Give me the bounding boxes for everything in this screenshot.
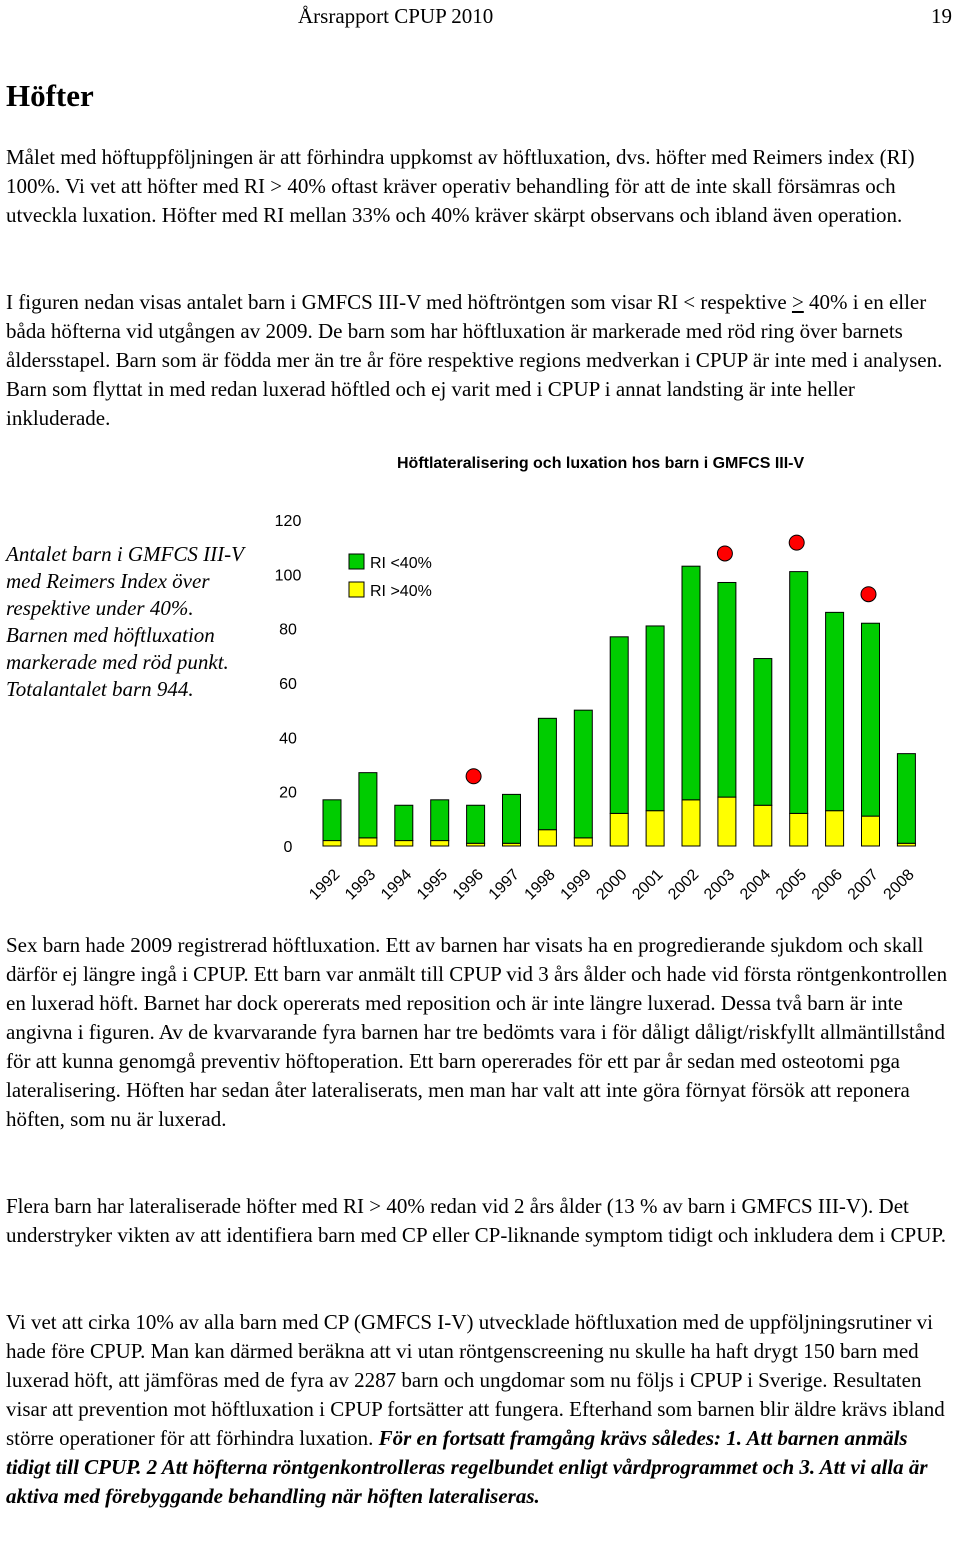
bar-ri-under-40 [826,612,844,810]
bar-ri-over-40 [718,797,736,846]
bar-ri-under-40 [610,637,628,814]
bar-ri-over-40 [790,813,808,846]
bar-ri-under-40 [359,773,377,838]
x-tick-label: 2001 [629,866,667,904]
y-tick-label: 80 [279,621,297,639]
bar-ri-over-40 [431,841,449,846]
luxation-marker [717,546,732,561]
x-tick-label: 1999 [557,866,595,904]
luxation-marker [861,587,876,602]
bar-ri-under-40 [790,572,808,814]
bar-ri-over-40 [862,816,880,846]
figure-description-paragraph [6,288,954,433]
x-tick-label: 1995 [413,866,452,904]
y-tick-label: 100 [274,567,302,585]
bar-ri-under-40 [897,754,915,844]
y-tick-label: 0 [283,839,293,856]
bar-ri-under-40 [862,623,880,816]
bar-ri-over-40 [323,841,341,846]
ge-symbol: > [791,290,804,314]
legend-swatch [349,554,364,569]
x-tick-label: 2006 [808,866,847,904]
intro-paragraph: Målet med höftuppföljningen är att förhindra uppkomst av höftluxation, dvs. höfter med Reimers index (RI) 100%. Vi vet att höfter med RI > 40% oftast kräver operativ behandling för att de inte skall försämras och utveckla luxation. Höfter med RI mellan 33% och 40% kräver skärpt observans och ibland även operation. [6,145,915,227]
luxation-paragraph: Sex barn hade 2009 registrerad höftluxation. Ett av barnen har visats ha en progredierande sjukdom och skall därför ej längre ingå i CPUP. Ett barn var anmält till CPUP vid 3 års ålder och hade vid första röntgenkontrollen en luxerad höft. Barnet har dock opererats med reposition och är inte längre luxerad. Dessa två barn är inte angivna i figuren. Av de kvarvarande fyra barnen har tre bedömts vara i för dåligt dåligt/riskfyllt allmäntillstånd för att kunna genomgå preventiv höftoperation. Ett barn opererades för ett par år sedan med osteotomi pga lateralisering. Höften har sedan åter lateraliserats, men man har valt att inte göra förnyat försök att reponera höften, som nu är luxerad. [6,933,948,1131]
bar-ri-over-40 [646,811,664,846]
section-title: Höfter [6,78,94,113]
p5-bold-text: För en fortsatt framgång krävs således: 1. Att barnen anmäls tidigt till CPUP. 2 Att höfterna röntgenkontrolleras regelbundet enligt vårdprogrammet och 3. Att vi alla är aktiva med förebyggande behandling när höften lateraliseras. [6,1426,928,1508]
bar-ri-under-40 [467,805,485,843]
x-tick-label: 2003 [701,866,739,904]
legend-swatch [349,582,364,597]
x-tick-label: 2002 [665,866,703,904]
bar-ri-over-40 [538,830,556,846]
y-tick-label: 120 [274,513,302,530]
p5-normal-text: Vi vet att cirka 10% av alla barn med CP (GMFCS I-V) utvecklade höftluxation med de uppföljningsrutiner vi hade före CPUP. Man kan därmed beräkna att vi utan röntgenscreening nu skulle ha haft drygt 150 barn med luxerad höft, att jämföras med de fyra av 2287 barn och ungdomar som nu följs i CPUP i Sverige. Resultaten visar att prevention mot höftluxation i CPUP fortsätter att fungera. Efterhand som barnen blir äldre krävs ibland större operationer för att förhindra luxation. [6,1310,945,1450]
figure-caption: Antalet barn i GMFCS III-V med Reimers Index över respektive under 40%. Barnen med höftluxation markerade med röd punkt. Totalantalet barn 944. [6,542,244,701]
luxation-marker [789,535,804,550]
legend-label: RI >40% [370,583,432,600]
luxation-marker [466,769,481,784]
prevention-paragraph [6,1308,954,1511]
bar-ri-over-40 [610,813,628,846]
x-tick-label: 1993 [342,866,380,904]
x-tick-label: 2004 [737,866,775,904]
bar-ri-under-40 [395,805,413,840]
x-tick-label: 2008 [880,866,918,904]
bar-ri-under-40 [574,710,592,838]
page-header [0,4,960,30]
y-tick-label: 60 [279,676,297,693]
hip-chart [0,490,960,930]
lateralisation-paragraph: Flera barn har lateraliserade höfter med RI > 40% redan vid 2 års ålder (13 % av barn i GMFCS III-V). Det understryker vikten av att identifiera barn med CP eller CP-liknande symptom tidigt och inkludera dem i CPUP. [6,1194,946,1247]
bar-ri-over-40 [574,838,592,846]
bar-ri-over-40 [826,811,844,846]
bar-ri-over-40 [395,841,413,846]
bar-ri-under-40 [718,582,736,797]
bar-ri-over-40 [682,800,700,846]
x-tick-label: 2000 [593,866,631,904]
x-tick-label: 1998 [521,866,559,904]
p2-text-b: 40% i en eller båda höfterna vid utgången av 2009. De barn som har höftluxation är markerade med röd ring över barnets åldersstapel. Barn som är födda mer än tre år före respektive regions medverkan i CPUP är inte med i analysen. Barn som flyttat in med redan luxerad höftled och ej varit med i CPUP i annat landsting är inte heller inkluderade. [6,290,943,430]
y-tick-label: 20 [279,784,297,802]
bar-ri-under-40 [323,800,341,841]
x-tick-label: 1996 [449,866,488,904]
bar-ri-under-40 [646,626,664,811]
p2-text-a: I figuren nedan visas antalet barn i GMFCS III-V med höftröntgen som visar RI < respektive [6,290,792,314]
x-tick-label: 2005 [772,866,811,904]
bar-ri-under-40 [431,800,449,841]
x-tick-label: 1994 [378,866,416,904]
chart-title: Höftlateralisering och luxation hos barn i GMFCS III-V [397,455,805,472]
report-title: Årsrapport CPUP 2010 [298,4,494,28]
bar-ri-over-40 [754,805,772,846]
y-tick-label: 40 [279,730,297,748]
bar-ri-under-40 [682,566,700,800]
x-tick-label: 1997 [485,866,523,904]
legend-label: RI <40% [370,555,432,572]
bar-ri-under-40 [538,718,556,829]
bar-ri-under-40 [503,794,521,843]
bar-ri-under-40 [754,659,772,806]
x-tick-label: 2007 [844,866,882,904]
page-number: 19 [931,4,952,28]
bar-ri-over-40 [359,838,377,846]
x-tick-label: 1992 [306,866,344,904]
